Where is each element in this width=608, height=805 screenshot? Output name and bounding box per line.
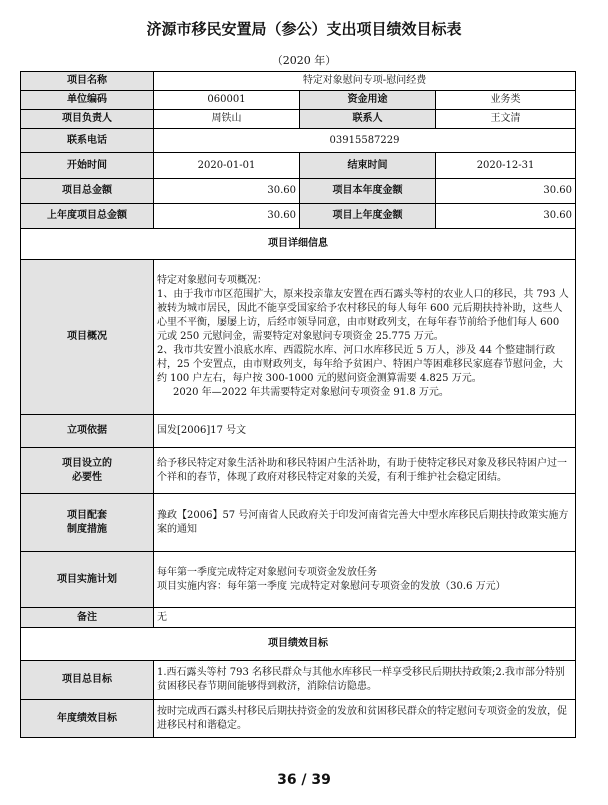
last-year-amount-label: 项目上年度金额	[300, 204, 436, 229]
overview-label: 项目概况	[21, 260, 154, 415]
start-time-label: 开始时间	[21, 153, 154, 179]
overview-line: 1、由于我市市区范围扩大，原来投亲靠友安置在西石露头等村的农业人口的移民，共 793 人被转为城市居民，因此不能享受国家给予农村移民的每人每年 600 元后期扶持补助，这些人心里不平衡，屡屡上访，后经市领导同意，由市财政列支，在每年春节前给予他们每人 600 元或 250 元慰问金，需要特定对象慰问专项资金 25.775 万元。	[157, 289, 569, 342]
overview-line: 特定对象慰问专项概况：	[157, 275, 267, 286]
start-time-value: 2020-01-01	[154, 153, 300, 179]
total-amount-value: 30.60	[154, 179, 300, 204]
annual-goal-value: 按时完成西石露头村移民后期扶持资金的发放和贫困移民群众的特定慰问专项资金的发放，促进移民村和谐稳定。	[154, 700, 576, 738]
overview-value	[154, 260, 576, 415]
basis-label: 立项依据	[21, 415, 154, 448]
remarks-value: 无	[154, 608, 576, 628]
plan-line: 项目实施内容：每年第一季度 完成特定对象慰问专项资金的发放（30.6 万元）	[157, 580, 506, 592]
necessity-label-line: 必要性	[72, 471, 102, 483]
phone-label: 联系电话	[21, 129, 154, 153]
end-time-label: 结束时间	[300, 153, 436, 179]
necessity-value: 给予移民特定对象生活补助和移民特困户生活补助，有助于使特定移民对象及移民特困户过一个祥和的春节，体现了政府对移民特定对象的关爱，有利于维护社会稳定团结。	[154, 448, 576, 494]
unit-code-label: 单位编码	[21, 91, 154, 110]
contact-value: 王文清	[436, 110, 576, 129]
total-amount-label: 项目总金额	[21, 179, 154, 204]
year-amount-label: 项目本年度金额	[300, 179, 436, 204]
document-title: 济源市移民安置局（参公）支出项目绩效目标表	[146, 20, 462, 38]
performance-section-heading: 项目绩效目标	[21, 628, 576, 661]
page-number: 36 / 39	[277, 772, 331, 788]
last-year-total-label: 上年度项目总金额	[21, 204, 154, 229]
performance-goal-table	[20, 71, 576, 738]
plan-value	[154, 552, 576, 608]
total-goal-value: 1.西石露头等村 793 名移民群众与其他水库移民一样享受移民后期扶持政策;2.我市部分特别贫困移民春节期间能够得到救济，消除信访隐患。	[154, 661, 576, 700]
detail-section-heading: 项目详细信息	[21, 229, 576, 260]
contact-label: 联系人	[300, 110, 436, 129]
overview-line: 2020 年—2022 年共需要特定对象慰问专项资金 91.8 万元。	[173, 387, 449, 398]
document-year: （2020 年）	[271, 54, 337, 67]
fund-use-label: 资金用途	[300, 91, 436, 110]
fund-use-value: 业务类	[436, 91, 576, 110]
unit-code-value: 060001	[154, 91, 300, 110]
project-leader-value: 周铁山	[154, 110, 300, 129]
plan-line: 每年第一季度完成特定对象慰问专项资金发放任务	[157, 566, 377, 578]
plan-label: 项目实施计划	[21, 552, 154, 608]
project-leader-label: 项目负责人	[21, 110, 154, 129]
phone-value: 03915587229	[154, 129, 576, 153]
basis-value: 国发[2006]17 号文	[154, 415, 576, 448]
total-goal-label: 项目总目标	[21, 661, 154, 700]
last-year-total-value: 30.60	[154, 204, 300, 229]
remarks-label: 备注	[21, 608, 154, 628]
year-amount-value: 30.60	[436, 179, 576, 204]
overview-line: 2、我市共安置小浪底水库、西霞院水库、河口水库移民近 5 万人，涉及 44 个整建制行政村，25 个安置点，由市财政列支，每年给予贫困户、特困户等困难移民家庭春节慰问金，大约 100 户左右，每户按 300-1000 元的慰问资金测算需要 4.825 万元。	[157, 345, 563, 384]
necessity-label-line: 项目设立的	[62, 457, 112, 469]
measures-value: 豫政【2006】57 号河南省人民政府关于印发河南省完善大中型水库移民后期扶持政策实施方案的通知	[154, 494, 576, 552]
measures-label	[21, 494, 154, 552]
project-name-value: 特定对象慰问专项-慰问经费	[154, 72, 576, 91]
end-time-value: 2020-12-31	[436, 153, 576, 179]
annual-goal-label: 年度绩效目标	[21, 700, 154, 738]
project-name-label: 项目名称	[21, 72, 154, 91]
last-year-amount-value: 30.60	[436, 204, 576, 229]
necessity-label	[21, 448, 154, 494]
measures-label-line: 制度措施	[67, 523, 107, 535]
measures-label-line: 项目配套	[67, 509, 107, 521]
